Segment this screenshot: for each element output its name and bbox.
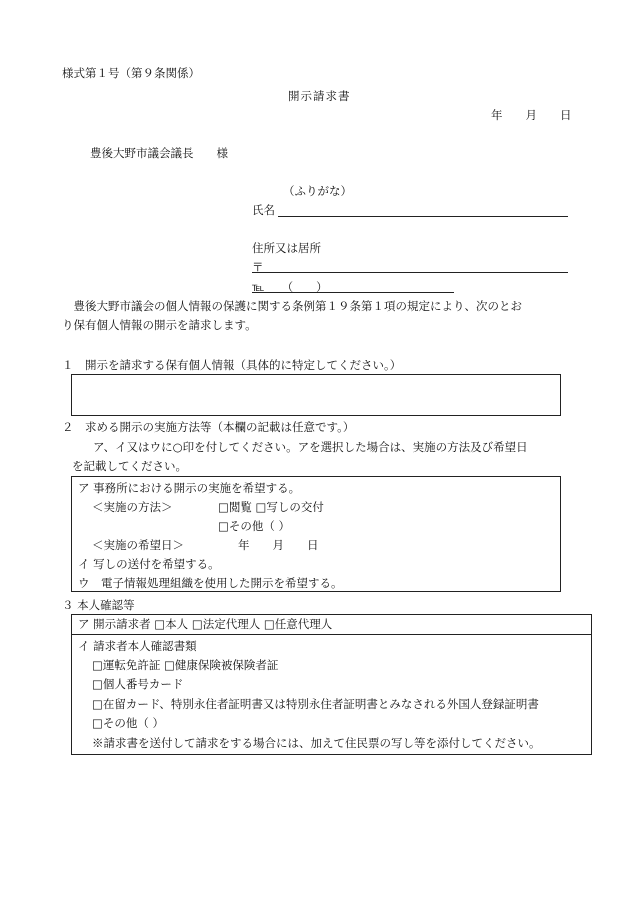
option-a-label[interactable]: ア 事務所における開示の実施を希望する。 — [78, 481, 301, 495]
id-doc-option-3[interactable]: □在留カード、特別永住者証明書又は特別永住者証明書とみなされる外国人登録証明書 — [92, 697, 539, 711]
form-number: 様式第１号（第９条関係） — [62, 66, 200, 80]
tel-mark: ℡ （ ） — [252, 280, 328, 294]
section2-heading: ２ 求める開示の実施方法等（本欄の記載は任意です。） — [62, 420, 355, 434]
date-line: 年 月 日 — [491, 108, 572, 122]
furigana-label: （ふりがな） — [283, 184, 352, 198]
address-input-line[interactable] — [252, 272, 568, 273]
id-doc-option-4[interactable]: □その他（ ） — [92, 716, 165, 730]
section1-input-box[interactable] — [71, 374, 561, 416]
id-doc-option-2[interactable]: □個人番号カード — [92, 677, 184, 691]
id-doc-option-1[interactable]: □運転免許証 □健康保険被保険者証 — [92, 658, 279, 672]
desired-date-value[interactable]: 年 月 日 — [238, 538, 319, 552]
attachment-note: ※請求書を送付して請求をする場合には、加えて住民票の写し等を添付してください。 — [92, 736, 541, 750]
requester-options[interactable]: ア 開示請求者 □本人 □法定代理人 □任意代理人 — [78, 617, 333, 631]
address-label: 住所又は居所 — [252, 241, 321, 255]
option-b-label[interactable]: イ 写しの送付を希望する。 — [78, 557, 220, 571]
section2-box — [71, 476, 561, 592]
section2-note-line-1: ア、イ又はウに○印を付してください。アを選択した場合は、実施の方法及び希望日 — [93, 440, 528, 454]
section2-note-line-2: を記載してください。 — [72, 459, 187, 473]
option-c-label[interactable]: ウ 電子情報処理組織を使用した開示を希望する。 — [78, 576, 343, 590]
name-label: 氏名 — [252, 203, 275, 217]
section1-heading: １ 開示を請求する保有個人情報（具体的に特定してください。） — [62, 358, 402, 372]
intro-line-2: り保有個人情報の開示を請求します。 — [62, 318, 257, 332]
page-title: 開示請求書 — [288, 89, 351, 103]
method-label: ＜実施の方法＞ — [92, 500, 173, 514]
section3-heading: ３ 本人確認等 — [62, 598, 135, 612]
postal-mark: 〒 — [252, 260, 264, 274]
tel-input-line[interactable] — [252, 292, 454, 293]
method-options[interactable]: □閲覧 □写しの交付 — [218, 500, 324, 514]
intro-line-1: 豊後大野市議会の個人情報の保護に関する条例第１９条第１項の規定により、次のとお — [62, 299, 522, 313]
id-docs-label: イ 請求者本人確認書類 — [78, 639, 197, 653]
section3-requester-box — [71, 614, 592, 635]
method-other[interactable]: □その他（ ） — [218, 519, 291, 533]
desired-date-label: ＜実施の希望日＞ — [92, 538, 184, 552]
section3-id-box — [71, 634, 592, 755]
addressee: 豊後大野市議会議長 様 — [90, 146, 228, 160]
name-input-line[interactable] — [278, 216, 568, 217]
